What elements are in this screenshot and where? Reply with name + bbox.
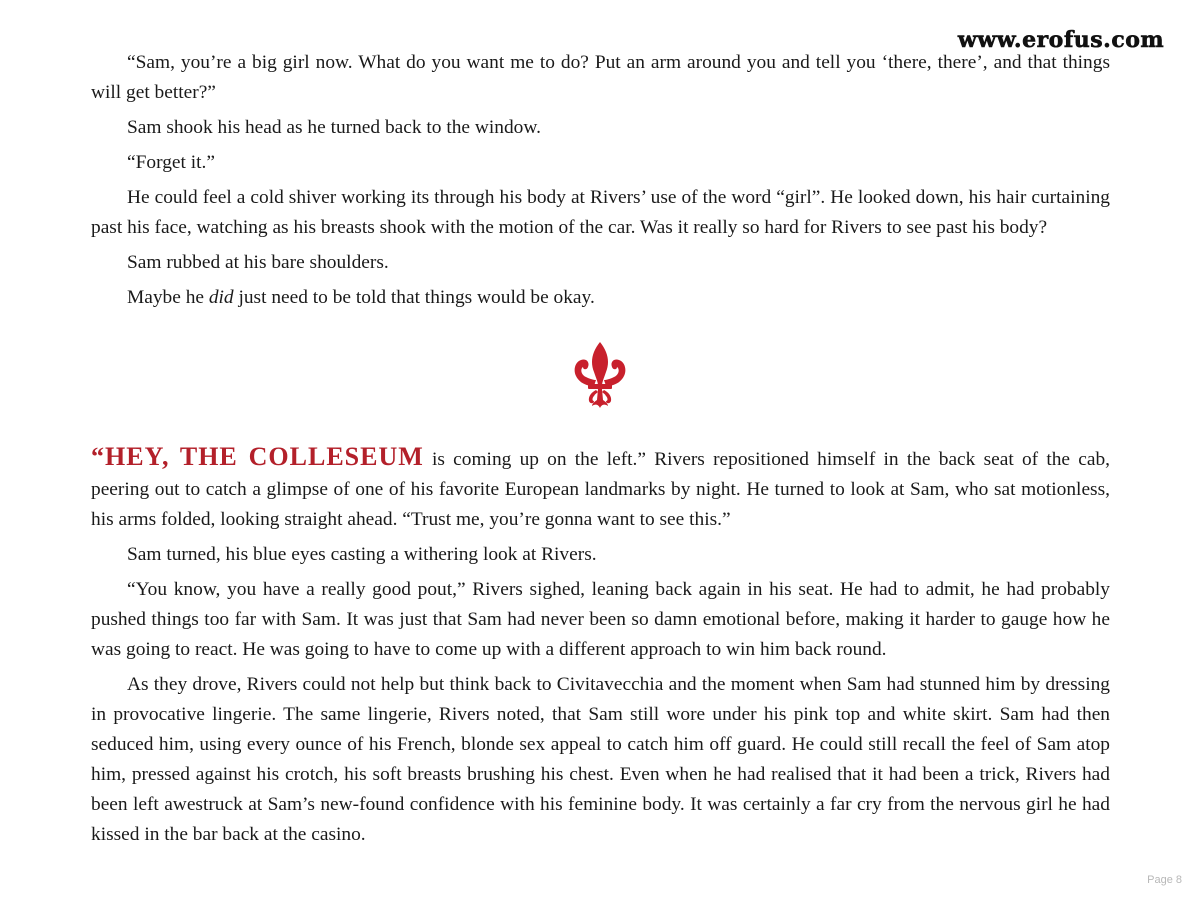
paragraph: “Forget it.” <box>127 152 215 173</box>
paragraph: As they drove, Rivers could not help but think back to Civitavecchia and the moment when Sam had stunned him by dressing in provocative lingerie. The same lingerie, Rivers noted, that Sam still wore under his pink top and white skirt. Sam had then seduced him, using every ounce of his French, blonde sex appeal to catch him off guard. He could still recall the feel of Sam atop him, pressed against his crotch, his soft breasts brushing his chest. Even when he had realised that it had been a trick, Rivers had been left awestruck at Sam’s new-found confidence with his feminine body. It was certainly a far cry from the nervous girl he had kissed in the bar back at the casino. <box>91 674 1110 845</box>
section-two <box>91 442 1110 850</box>
paragraph: Sam rubbed at his bare shoulders. <box>127 252 389 273</box>
section-one <box>91 48 1110 313</box>
opening-paragraph <box>91 442 1110 535</box>
paragraph: “You know, you have a really good pout,” Rivers sighed, leaning back again in his seat. He had to admit, he had probably pushed things too far with Sam. It was just that Sam had never been so damn emotional before, making it harder to gauge how he was going to react. He was going to have to come up with a different approach to win him back round. <box>91 579 1110 660</box>
paragraph-last <box>91 283 1110 313</box>
page-number: Page 8 <box>1147 874 1182 886</box>
paragraph: He could feel a cold shiver working its through his body at Rivers’ use of the word “girl”. He looked down, his hair curtaining past his face, watching as his breasts shook with the motion of the car. Was it really so hard for Rivers to see past his body? <box>91 187 1110 238</box>
watermark: www.erofus.com <box>950 26 1172 54</box>
text-run: Maybe he <box>127 287 209 308</box>
lead-in-caps: “HEY, THE COLLESEUM <box>91 442 424 471</box>
text-run: is coming up on the left.” Rivers repositioned himself in the back seat of the cab, peering out to catch a glimpse of one of his favorite European landmarks by night. He turned to look at Sam, who sat motionless, his arms folded, looking straight ahead. “Trust me, you’re gonna want to see this.” <box>91 449 1110 530</box>
emphasis-text: did <box>208 287 234 308</box>
text-run: just need to be told that things would be okay. <box>233 287 595 308</box>
paragraph: Sam turned, his blue eyes casting a withering look at Rivers. <box>127 544 597 565</box>
paragraph: Sam shook his head as he turned back to the window. <box>127 117 541 138</box>
paragraph: “Sam, you’re a big girl now. What do you want me to do? Put an arm around you and tell you ‘there, there’, and that things will get better?” <box>91 52 1110 103</box>
fleur-de-lis-icon <box>572 340 628 410</box>
